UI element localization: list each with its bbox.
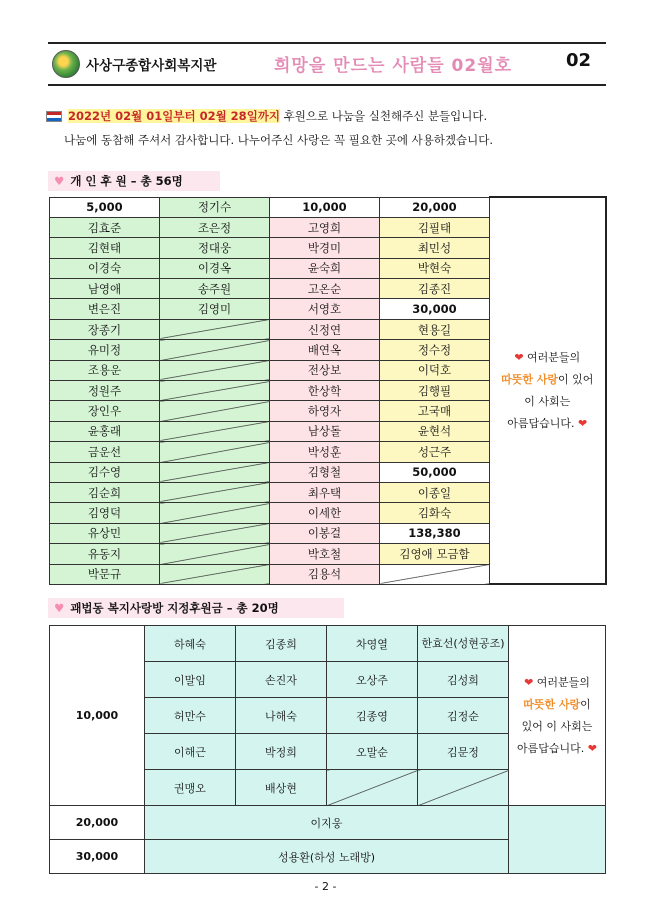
table-cell: 윤숙희 <box>270 258 380 278</box>
empty-diagonal-cell <box>160 381 270 401</box>
heart-icon: ❤ <box>587 741 597 755</box>
table-cell: 김필태 <box>380 217 490 237</box>
note-text: 이 있어 <box>558 372 594 386</box>
table-cell: 손진자 <box>236 662 327 698</box>
empty-diagonal-cell <box>418 770 509 806</box>
table-cell: 김효준 <box>50 217 160 237</box>
table-cell: 고온순 <box>270 279 380 299</box>
table-cell: 변은진 <box>50 299 160 319</box>
table-cell: 김용석 <box>270 564 380 584</box>
table-cell: 김순희 <box>50 482 160 502</box>
note-text: 이 사회는 <box>524 394 571 408</box>
heart-icon: ❤ <box>524 675 534 689</box>
table-cell: 윤현석 <box>380 421 490 441</box>
table-cell: 최민성 <box>380 238 490 258</box>
table-cell: 성용환(하성 노래방) <box>145 840 509 874</box>
note-text: 이 <box>580 697 591 711</box>
table-cell: 한효선(성현공조) <box>418 626 509 662</box>
table-cell: 박현숙 <box>380 258 490 278</box>
table-cell: 김성희 <box>418 662 509 698</box>
amount-header-50000: 50,000 <box>380 462 490 482</box>
empty-diagonal-cell <box>160 442 270 462</box>
table-cell-blank <box>509 806 606 874</box>
table-cell: 유미정 <box>50 340 160 360</box>
table-cell: 김영덕 <box>50 503 160 523</box>
table-cell: 윤홍래 <box>50 421 160 441</box>
empty-diagonal-cell <box>160 340 270 360</box>
page-footer: - 2 - <box>314 880 337 893</box>
table-cell: 나해숙 <box>236 698 327 734</box>
amount-label-30000: 30,000 <box>50 840 145 874</box>
table-cell: 조용운 <box>50 360 160 380</box>
table-cell: 이세한 <box>270 503 380 523</box>
amount-label-20000: 20,000 <box>50 806 145 840</box>
table-cell: 김행필 <box>380 381 490 401</box>
note-text: 여러분들의 <box>536 675 590 689</box>
empty-diagonal-cell <box>160 503 270 523</box>
amount-header-138380: 138,380 <box>380 523 490 543</box>
amount-header-10000: 10,000 <box>270 197 380 217</box>
empty-diagonal-cell <box>160 544 270 564</box>
table-cell: 오말순 <box>327 734 418 770</box>
table-cell: 김정순 <box>418 698 509 734</box>
table-cell: 신정연 <box>270 319 380 339</box>
table-cell: 김종희 <box>236 626 327 662</box>
thanks-note <box>490 197 606 584</box>
table-cell: 이종일 <box>380 482 490 502</box>
note-text: 아름답습니다. <box>517 741 585 755</box>
section-header-individual <box>48 171 220 191</box>
table-cell: 송주원 <box>160 279 270 299</box>
amount-header-30000: 30,000 <box>380 299 490 319</box>
heart-icon: ❤ <box>578 416 588 430</box>
note-text: 여러분들의 <box>527 350 581 364</box>
organization-logo <box>52 50 80 78</box>
table-row <box>50 806 606 840</box>
empty-diagonal-cell <box>160 401 270 421</box>
table-cell: 장인우 <box>50 401 160 421</box>
intro-line-2: 나눔에 동참해 주셔서 감사합니다. 나누어주신 사랑은 꼭 필요한 곳에 사용하겠습니다. <box>64 133 494 147</box>
table-row <box>50 626 606 662</box>
table-cell: 김영애 모금함 <box>380 544 490 564</box>
note-highlight: 따뜻한 사랑 <box>523 697 581 711</box>
table-cell: 하영자 <box>270 401 380 421</box>
table-cell: 이지웅 <box>145 806 509 840</box>
empty-diagonal-cell <box>160 564 270 584</box>
table-cell: 박성훈 <box>270 442 380 462</box>
table-cell: 조은정 <box>160 217 270 237</box>
page-number-badge: 02 <box>566 50 592 71</box>
table-cell: 허만수 <box>145 698 236 734</box>
section-title: 개 인 후 원 – 총 56명 <box>70 174 183 188</box>
intro-text: 후원으로 나눔을 실천해주신 분들입니다. <box>280 109 488 123</box>
table-cell: 하혜숙 <box>145 626 236 662</box>
note-text: 있어 이 사회는 <box>521 719 593 733</box>
table-cell: 김수영 <box>50 462 160 482</box>
table-cell: 성근주 <box>380 442 490 462</box>
empty-diagonal-cell <box>160 360 270 380</box>
table-cell: 박호철 <box>270 544 380 564</box>
empty-diagonal-cell <box>160 421 270 441</box>
newsletter-title: 희망을 만드는 사람들 02월호 <box>274 56 513 76</box>
table-cell: 김화숙 <box>380 503 490 523</box>
table-cell: 김종영 <box>327 698 418 734</box>
period-highlight: 2022년 02월 01일부터 02월 28일까지 <box>68 109 281 123</box>
table-cell: 유동지 <box>50 544 160 564</box>
empty-diagonal-cell <box>380 564 490 584</box>
table-cell: 김영미 <box>160 299 270 319</box>
table-cell: 박정희 <box>236 734 327 770</box>
table-cell: 유상민 <box>50 523 160 543</box>
table-cell: 이말임 <box>145 662 236 698</box>
newsletter-header <box>48 42 606 86</box>
table-cell: 박경미 <box>270 238 380 258</box>
thanks-note <box>509 626 606 806</box>
table-cell: 최우택 <box>270 482 380 502</box>
table-cell: 배연옥 <box>270 340 380 360</box>
table-cell: 정수정 <box>380 340 490 360</box>
table-cell: 금운선 <box>50 442 160 462</box>
table-cell: 오상주 <box>327 662 418 698</box>
empty-diagonal-cell <box>160 319 270 339</box>
empty-diagonal-cell <box>160 482 270 502</box>
designated-donors-table <box>49 625 606 874</box>
table-cell: 차영열 <box>327 626 418 662</box>
heart-icon: ❤ <box>514 350 524 364</box>
section-title: 괘법동 복지사랑방 지정후원금 – 총 20명 <box>70 601 279 615</box>
amount-label-10000: 10,000 <box>50 626 145 806</box>
table-cell: 장종기 <box>50 319 160 339</box>
table-cell: 배상현 <box>236 770 327 806</box>
table-cell: 정기수 <box>160 197 270 217</box>
intro-line-1 <box>46 108 487 124</box>
table-cell: 현용길 <box>380 319 490 339</box>
table-cell: 이덕호 <box>380 360 490 380</box>
table-cell: 고국매 <box>380 401 490 421</box>
note-highlight: 따뜻한 사랑 <box>501 372 559 386</box>
section-header-designated <box>48 598 344 618</box>
individual-donors-table <box>49 196 607 585</box>
empty-diagonal-cell <box>160 462 270 482</box>
amount-header-5000: 5,000 <box>50 197 160 217</box>
table-cell: 김형철 <box>270 462 380 482</box>
table-cell: 전상보 <box>270 360 380 380</box>
table-cell: 권맹오 <box>145 770 236 806</box>
table-cell: 이봉걸 <box>270 523 380 543</box>
empty-diagonal-cell <box>160 523 270 543</box>
heart-icon: ♥ <box>54 174 65 188</box>
table-cell: 서영호 <box>270 299 380 319</box>
table-cell: 이경숙 <box>50 258 160 278</box>
table-cell: 정원주 <box>50 381 160 401</box>
table-cell: 박문규 <box>50 564 160 584</box>
table-cell: 김문정 <box>418 734 509 770</box>
table-cell: 정대웅 <box>160 238 270 258</box>
amount-header-20000: 20,000 <box>380 197 490 217</box>
table-row <box>50 197 606 217</box>
table-cell: 김현태 <box>50 238 160 258</box>
note-text: 아름답습니다. <box>507 416 575 430</box>
table-cell: 한상학 <box>270 381 380 401</box>
organization-name: 사상구종합사회복지관 <box>86 58 217 74</box>
table-cell: 김종진 <box>380 279 490 299</box>
heart-icon: ♥ <box>54 601 65 615</box>
table-cell: 남상돌 <box>270 421 380 441</box>
empty-diagonal-cell <box>327 770 418 806</box>
table-cell: 이경옥 <box>160 258 270 278</box>
table-cell: 이해근 <box>145 734 236 770</box>
flag-icon <box>46 111 62 122</box>
table-cell: 고영희 <box>270 217 380 237</box>
table-cell: 남영애 <box>50 279 160 299</box>
